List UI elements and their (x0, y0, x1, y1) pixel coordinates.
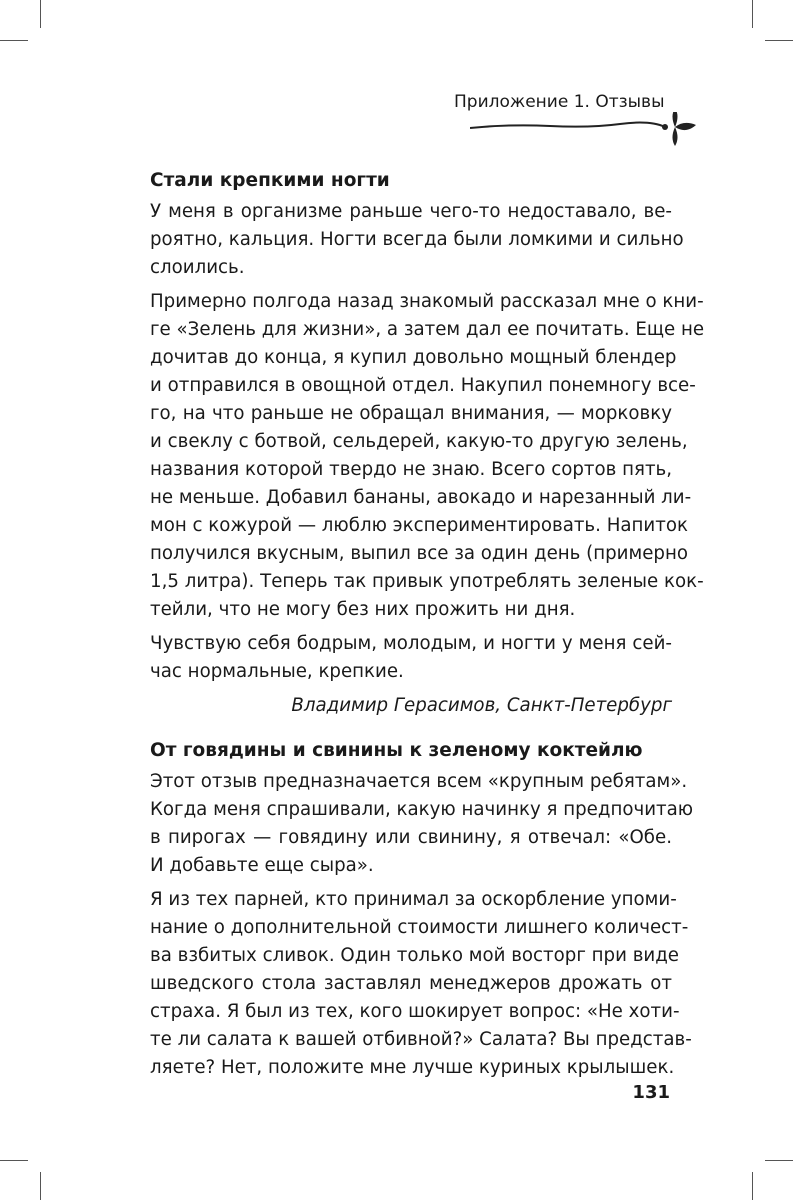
text-line: названия которой твердо не знаю. Всего сортов пять, (150, 459, 673, 480)
text-line: не меньше. Добавил бананы, авокадо и нарезанный ли- (150, 487, 692, 508)
text-line: И добавьте еще сыра». (150, 855, 374, 876)
running-header: Приложение 1. Отзывы (454, 92, 665, 112)
text-line: мон с кожурой — люблю экспериментировать. Напиток (150, 515, 688, 536)
text-line: слоились. (150, 257, 245, 278)
section-heading: Стали крепкими ногти (150, 170, 390, 191)
paragraph (150, 630, 672, 686)
text-line: ва взбитых сливок. Один только мой восторг при виде (150, 945, 679, 966)
paragraph (150, 768, 694, 880)
crop-mark (40, 1172, 41, 1200)
text-line: час нормальные, крепкие. (150, 661, 404, 682)
crop-mark (765, 1160, 793, 1161)
review-section (150, 736, 694, 1082)
page-number: 131 (632, 1082, 670, 1103)
crop-mark (752, 0, 753, 28)
text-line: получился вкусным, выпил все за один день (примерно (150, 543, 688, 564)
text-line: Когда меня спрашивали, какую начинку я предпочитаю (150, 799, 694, 820)
text-line: те ли салата к вашей отбивной?» Салата? Вы представ- (150, 1029, 692, 1050)
review-signature: Владимир Герасимов, Санкт-Петербург (291, 695, 672, 716)
text-line: У меня в организме раньше чего-то недоставало, ве- (150, 201, 672, 222)
crop-mark (765, 40, 793, 41)
text-line: роятно, кальция. Ногти всегда были ломкими и сильно (150, 229, 684, 250)
text-line: шведского стола заставлял менеджеров дрожать от (150, 973, 672, 994)
text-line: и отправился в овощной отдел. Накупил понемногу все- (150, 375, 696, 396)
text-line: 1,5 литра). Теперь так привык употреблять зеленые кок- (150, 571, 704, 592)
text-line: Этот отзыв предназначается всем «крупным ребятам». (150, 771, 688, 792)
text-line: тейли, что не могу без них прожить ни дня. (150, 599, 576, 620)
paragraph (150, 288, 705, 624)
text-line: Чувствую себя бодрым, молодым, и ногти у меня сей- (150, 633, 672, 654)
paragraph (150, 198, 684, 282)
review-section (150, 166, 705, 720)
page-body (150, 166, 705, 1088)
flourish-ornament-icon (470, 112, 700, 148)
crop-mark (40, 0, 41, 28)
crop-mark (752, 1172, 753, 1200)
text-line: страха. Я был из тех, кого шокирует вопрос: «Не хоти- (150, 1001, 680, 1022)
crop-mark (0, 1160, 28, 1161)
text-line: ге «Зелень для жизни», а затем дал ее почитать. Еще не (150, 319, 705, 340)
section-heading: От говядины и свинины к зеленому коктейлю (150, 740, 643, 761)
crop-mark (0, 40, 28, 41)
text-line: и свеклу с ботвой, сельдерей, какую-то другую зелень, (150, 431, 688, 452)
text-line: дочитав до конца, я купил довольно мощный блендер (150, 347, 677, 368)
text-line: го, на что раньше не обращал внимания, — морковку (150, 403, 672, 424)
text-line: Я из тех парней, кто принимал за оскорбление упоми- (150, 889, 677, 910)
text-line: нание о дополнительной стоимости лишнего количест- (150, 917, 689, 938)
text-line: Примерно полгода назад знакомый рассказал мне о кни- (150, 291, 704, 312)
text-line: в пирогах — говядину или свинину, я отвечал: «Обе. (150, 827, 672, 848)
text-line: ляете? Нет, положите мне лучше куриных крылышек. (150, 1057, 675, 1078)
paragraph (150, 886, 692, 1082)
